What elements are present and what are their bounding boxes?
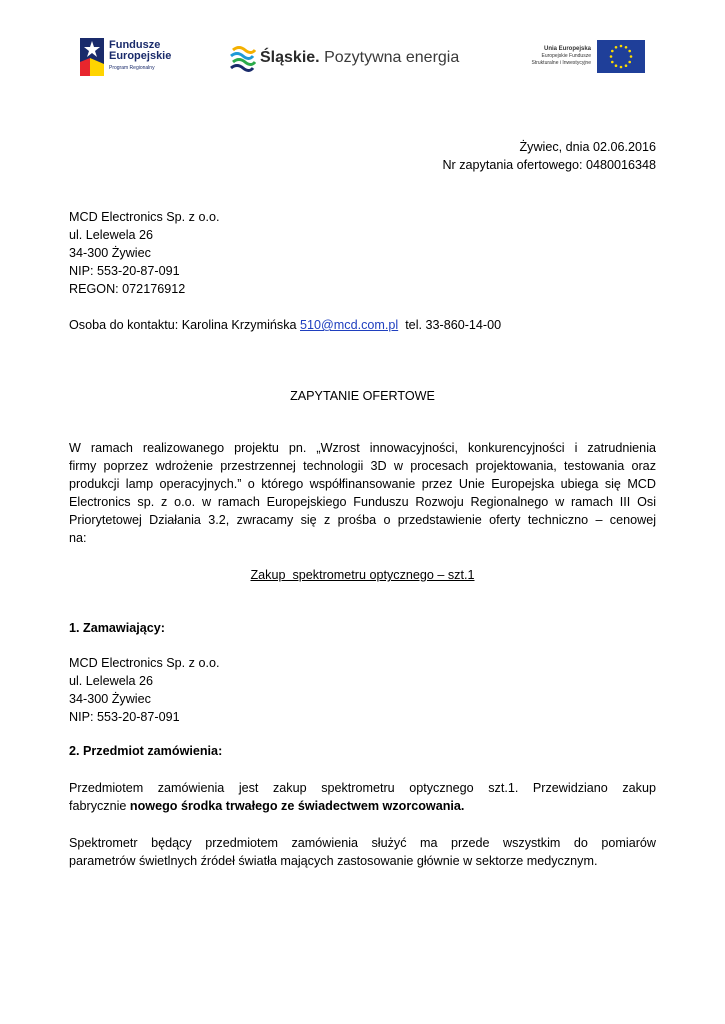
slaskie-tagline: Pozytywna energia bbox=[324, 49, 460, 66]
intro-line-3 bbox=[69, 475, 656, 493]
section2-p2-line1-text: Spektrometr będący przedmiotem zamówienia służyć ma przede wszystkim do pomiarów bbox=[69, 836, 656, 850]
intro-line-4 bbox=[69, 493, 656, 511]
section1-street: ul. Lelewela 26 bbox=[69, 674, 154, 688]
place-date: Żywiec, dnia 02.06.2016 bbox=[519, 140, 656, 154]
contact-line bbox=[69, 316, 501, 334]
section2-p2-line2: parametrów świetlnych źródeł światła mających zastosowanie głównie w sektorze medycznym. bbox=[69, 854, 598, 868]
company-name: MCD Electronics Sp. z o.o. bbox=[69, 210, 220, 224]
eu-flag-icon bbox=[597, 40, 645, 73]
slaskie-waves-icon bbox=[230, 44, 256, 72]
company-nip: NIP: 553-20-87-091 bbox=[69, 264, 180, 278]
company-regon: REGON: 072176912 bbox=[69, 282, 186, 296]
slaskie-brand: Śląskie. bbox=[260, 49, 320, 66]
unia-europejska-logo bbox=[532, 40, 645, 73]
intro-line-2 bbox=[69, 457, 656, 475]
ue-line1: Unia Europejska bbox=[543, 46, 591, 52]
company-city: 34-300 Żywiec bbox=[69, 246, 151, 260]
section2-p2-line1 bbox=[69, 834, 656, 852]
contact-person: Osoba do kontaktu: Karolina Krzymińska bbox=[69, 318, 297, 332]
section1-nip: NIP: 553-20-87-091 bbox=[69, 710, 180, 724]
section2-heading: 2. Przedmiot zamówienia: bbox=[69, 744, 223, 758]
fe-line3: Program Regionalny bbox=[109, 65, 155, 71]
intro-line-6: na: bbox=[69, 531, 87, 545]
section2-p1-bold: nowego środka trwałego ze świadectwem wzorcowania. bbox=[129, 799, 465, 813]
section1-city: 34-300 Żywiec bbox=[69, 692, 151, 706]
ue-line2: Europejskie Fundusze bbox=[541, 53, 591, 59]
section2-p1-normal: fabrycznie bbox=[69, 799, 127, 813]
section1-name: MCD Electronics Sp. z o.o. bbox=[69, 656, 220, 670]
section2-p1-line2 bbox=[69, 797, 464, 815]
fe-line2: Europejskie bbox=[109, 50, 172, 62]
slaskie-logo bbox=[230, 44, 459, 72]
intro-line-4-text: Electronics sp. z o.o. w ramach Europejskiego Funduszu Rozwoju Regionalnego w ramach III Osi bbox=[69, 495, 656, 509]
subject-line bbox=[69, 566, 656, 584]
section2-p1-line1-text: Przedmiotem zamówienia jest zakup spektrometru optycznego szt.1. Przewidziano zakup bbox=[69, 781, 656, 795]
section1-heading: 1. Zamawiający: bbox=[69, 621, 165, 635]
inquiry-number: Nr zapytania ofertowego: 0480016348 bbox=[442, 158, 656, 172]
ue-line3: Strukturalne i Inwestycyjne bbox=[531, 60, 591, 66]
intro-line-5-text: Priorytetowej Działania 3.2, zwracamy się z prośba o przedstawienie oferty techniczno – cenowej bbox=[69, 513, 656, 527]
header-logos bbox=[80, 36, 645, 84]
contact-email-link[interactable]: 510@mcd.com.pl bbox=[300, 318, 399, 332]
intro-line-5 bbox=[69, 511, 656, 529]
intro-line-1-text: W ramach realizowanego projektu pn. „Wzrost innowacyjności, konkurencyjności i zatrudnienia bbox=[69, 441, 656, 455]
contact-phone: tel. 33-860-14-00 bbox=[405, 318, 502, 332]
intro-line-2-text: firmy poprzez wdrożenie przestrzennej technologii 3D w procesach projektowania, testowania oraz bbox=[69, 459, 656, 473]
company-street: ul. Lelewela 26 bbox=[69, 228, 154, 242]
fe-star-icon bbox=[80, 38, 104, 76]
document-title: ZAPYTANIE OFERTOWE bbox=[290, 389, 435, 403]
subject-text: Zakup spektrometru optycznego – szt.1 bbox=[250, 568, 475, 582]
fundusze-europejskie-logo bbox=[80, 38, 171, 76]
fe-line1: Fundusze bbox=[109, 39, 161, 51]
intro-line-1 bbox=[69, 439, 656, 457]
intro-line-3-text: produkcji lamp operacyjnych.” o którego współfinansowanie przez Unie Europejska ubiega się MCD bbox=[69, 477, 656, 491]
section2-p1-line1 bbox=[69, 779, 656, 797]
